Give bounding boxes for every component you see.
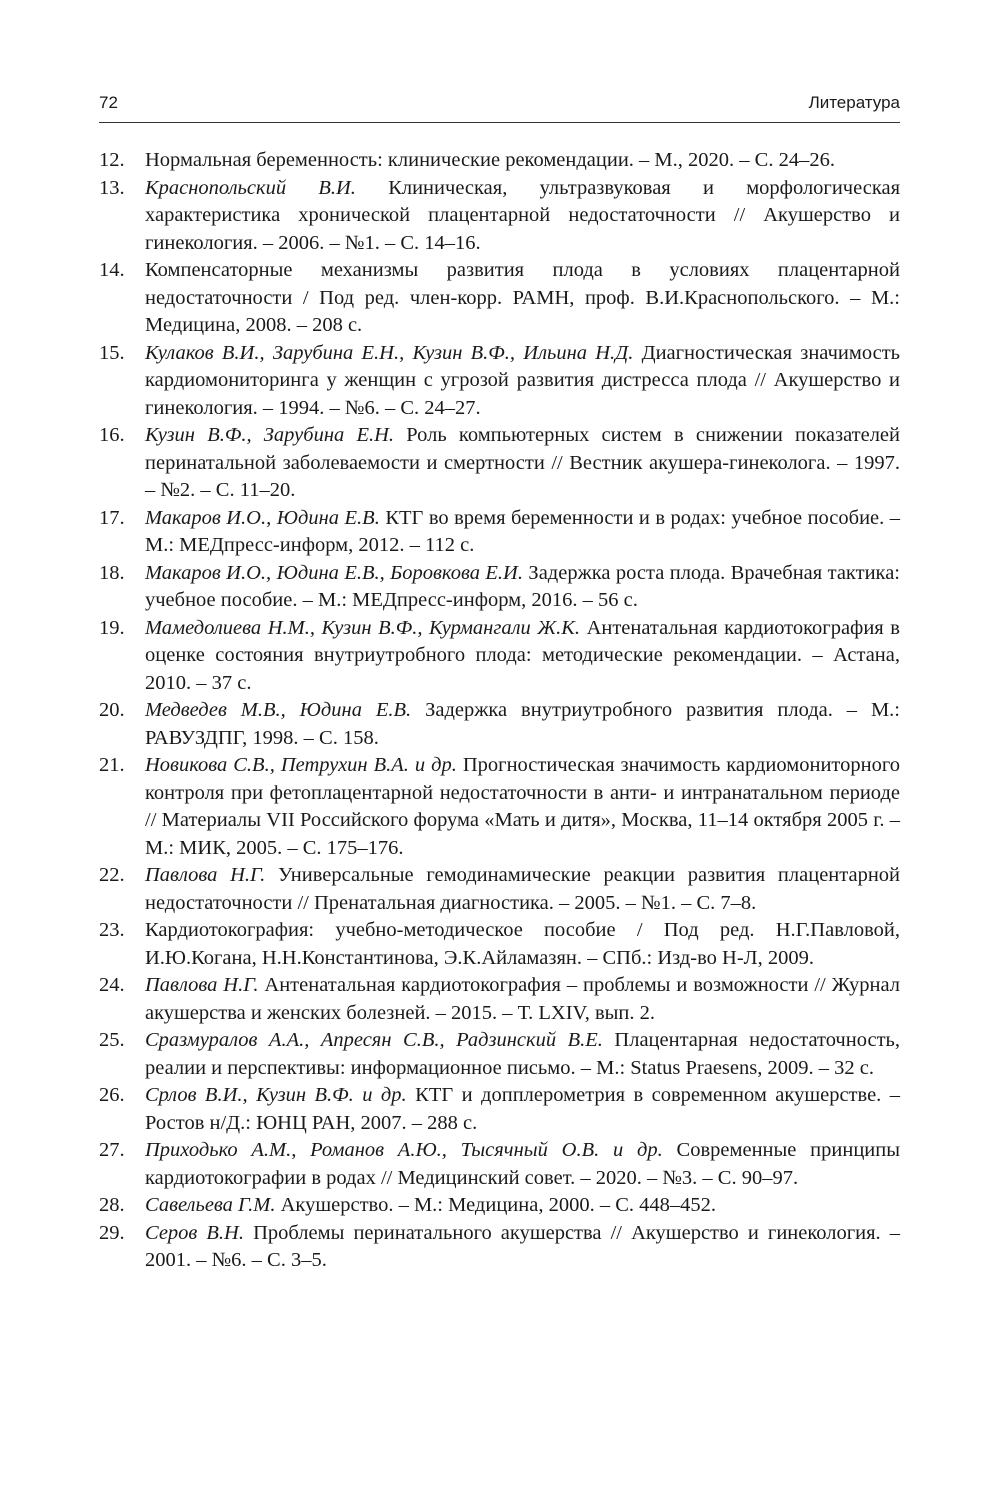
reference-text: Антенатальная кардиотокография – проблемы и возможности // Журнал акушерства и женских болезней. – 2015. – Т. LXIV, вып. 2. bbox=[145, 974, 901, 1024]
reference-item bbox=[99, 505, 900, 560]
reference-number: 27. bbox=[99, 1139, 125, 1161]
reference-item bbox=[99, 615, 900, 698]
reference-number: 24. bbox=[99, 974, 125, 996]
reference-authors: Кузин В.Ф., Зарубина Е.Н. bbox=[145, 424, 395, 446]
reference-number: 20. bbox=[99, 699, 125, 721]
reference-number: 18. bbox=[99, 561, 125, 584]
reference-number: 25. bbox=[99, 1029, 125, 1051]
reference-item bbox=[99, 1220, 900, 1275]
reference-authors: Макаров И.О., Юдина Е.В. bbox=[145, 506, 380, 529]
reference-item bbox=[99, 1082, 900, 1137]
reference-item bbox=[99, 1027, 900, 1082]
reference-authors: Павлова Н.Г. bbox=[145, 974, 259, 996]
reference-authors: Серов В.Н. bbox=[145, 1221, 244, 1244]
reference-text: Универсальные гемодинамические реакции развития плацентарной недостаточности // Пренатальная диагностика. – 2005. – №1. – С. 7–8. bbox=[145, 864, 901, 914]
reference-text: Диагностическая значимость кардиомониторинга у женщин с угрозой развития дистресса плода // Акушерство и гинекология. – 1994. – №6. – С. 24–27. bbox=[145, 341, 901, 419]
reference-number: 29. bbox=[99, 1221, 125, 1244]
reference-text: Антенатальная кардиотокография в оценке состояния внутриутробного плода: методические рекомендации. – Астана, 2010. – 37 с. bbox=[145, 616, 900, 694]
reference-text: Клиническая, ультразвуковая и морфологическая характеристика хронической плацентарной недостаточности // Акушерство и гинекология. – 2006. – №1. – С. 14–16. bbox=[145, 176, 901, 254]
reference-number: 21. bbox=[99, 754, 125, 776]
page-header bbox=[99, 90, 900, 120]
reference-authors: Приходько А.М., Романов А.Ю., Тысячный О.В. и др. bbox=[145, 1139, 663, 1161]
reference-text: Плацентарная недостаточность, реалии и перспективы: информационное письмо. – М.: Status Praesens, 2009. – 32 с. bbox=[145, 1029, 900, 1079]
reference-authors: Мамедолиева Н.М., Кузин В.Ф., Курмангали Ж.К. bbox=[145, 616, 580, 639]
reference-authors: Макаров И.О., Юдина Е.В., Боровкова Е.И. bbox=[145, 561, 523, 584]
reference-item bbox=[99, 752, 900, 862]
reference-item bbox=[99, 422, 900, 505]
reference-text: КТГ во время беременности и в родах: учебное пособие. – М.: МЕДпресс-информ, 2012. – 112 с. bbox=[145, 506, 901, 556]
reference-text: Прогностическая значимость кардиомониторного контроля при фетоплацентарной недостаточности в анти- и интранатальном периоде // Материалы VII Российского форума «Мать и дитя», Москва, 11–14 октября 2005 г. – М.: МИК, 2005. – С. 175–176. bbox=[145, 754, 900, 859]
reference-number: 16. bbox=[99, 424, 125, 446]
reference-text: Проблемы перинатального акушерства // Акушерство и гинекология. – 2001. – №6. – С. 3–5. bbox=[145, 1221, 901, 1271]
reference-authors: Павлова Н.Г. bbox=[145, 864, 266, 886]
reference-number: 13. bbox=[99, 176, 125, 199]
reference-item bbox=[99, 1137, 900, 1192]
reference-authors: Медведев М.В., Юдина Е.В. bbox=[145, 699, 412, 721]
reference-number: 26. bbox=[99, 1084, 125, 1106]
reference-number: 15. bbox=[99, 341, 125, 364]
reference-item bbox=[99, 340, 900, 423]
reference-item bbox=[99, 697, 900, 752]
reference-number: 19. bbox=[99, 616, 125, 639]
reference-item bbox=[99, 1192, 900, 1220]
header-divider bbox=[99, 122, 900, 123]
reference-item bbox=[99, 917, 900, 972]
reference-number: 12. bbox=[99, 149, 125, 171]
reference-item bbox=[99, 257, 900, 340]
reference-text: Кардиотокография: учебно-методическое пособие / Под ред. Н.Г.Павловой, И.Ю.Когана, Н.Н.Константинова, Э.К.Айламазян. – СПб.: Изд-во Н-Л, 2009. bbox=[145, 919, 900, 969]
reference-number: 22. bbox=[99, 864, 125, 886]
reference-number: 23. bbox=[99, 919, 125, 941]
reference-number: 14. bbox=[99, 259, 125, 281]
reference-authors: Новикова С.В., Петрухин В.А. и др. bbox=[145, 754, 457, 776]
reference-item bbox=[99, 147, 900, 175]
reference-text: Задержка внутриутробного развития плода. – М.: РАВУЗДПГ, 1998. – С. 158. bbox=[145, 699, 900, 749]
reference-authors: Сразмуралов А.А., Апресян С.В., Радзинский В.Е. bbox=[145, 1029, 603, 1051]
reference-text: Акушерство. – М.: Медицина, 2000. – С. 448–452. bbox=[280, 1194, 716, 1216]
reference-number: 17. bbox=[99, 506, 125, 529]
reference-number: 28. bbox=[99, 1194, 125, 1216]
reference-item bbox=[99, 972, 900, 1027]
reference-text: Современные принципы кардиотокографии в родах // Медицинский совет. – 2020. – №3. – С. 90–97. bbox=[145, 1139, 900, 1189]
reference-text: Нормальная беременность: клинические рекомендации. – М., 2020. – С. 24–26. bbox=[145, 149, 835, 171]
reference-authors: Кулаков В.И., Зарубина Е.Н., Кузин В.Ф., Ильина Н.Д. bbox=[145, 341, 634, 364]
reference-text: Задержка роста плода. Врачебная тактика: учебное пособие. – М.: МЕДпресс-информ, 2016. – 56 с. bbox=[145, 561, 900, 611]
reference-item bbox=[99, 862, 900, 917]
reference-text: Роль компьютерных систем в снижении показателей перинатальной заболеваемости и смертности // Вестник акушера-гинеколога. – 1997. – №2. – С. 11–20. bbox=[145, 424, 901, 501]
reference-text: КТГ и допплерометрия в современном акушерстве. – Ростов н/Д.: ЮНЦ РАН, 2007. – 288 с. bbox=[145, 1084, 901, 1134]
running-title: Литература bbox=[808, 93, 900, 112]
reference-item bbox=[99, 175, 900, 258]
reference-authors: Срлов В.И., Кузин В.Ф. и др. bbox=[145, 1084, 407, 1106]
reference-authors: Краснопольский В.И. bbox=[145, 176, 356, 199]
reference-item bbox=[99, 560, 900, 615]
reference-list bbox=[99, 147, 900, 1275]
reference-authors: Савельева Г.М. bbox=[145, 1194, 276, 1216]
reference-text: Компенсаторные механизмы развития плода в условиях плацентарной недостаточности / Под ред. член-корр. РАМН, проф. В.И.Краснопольского. – М.: Медицина, 2008. – 208 с. bbox=[145, 259, 900, 336]
page-number: 72 bbox=[99, 93, 118, 112]
